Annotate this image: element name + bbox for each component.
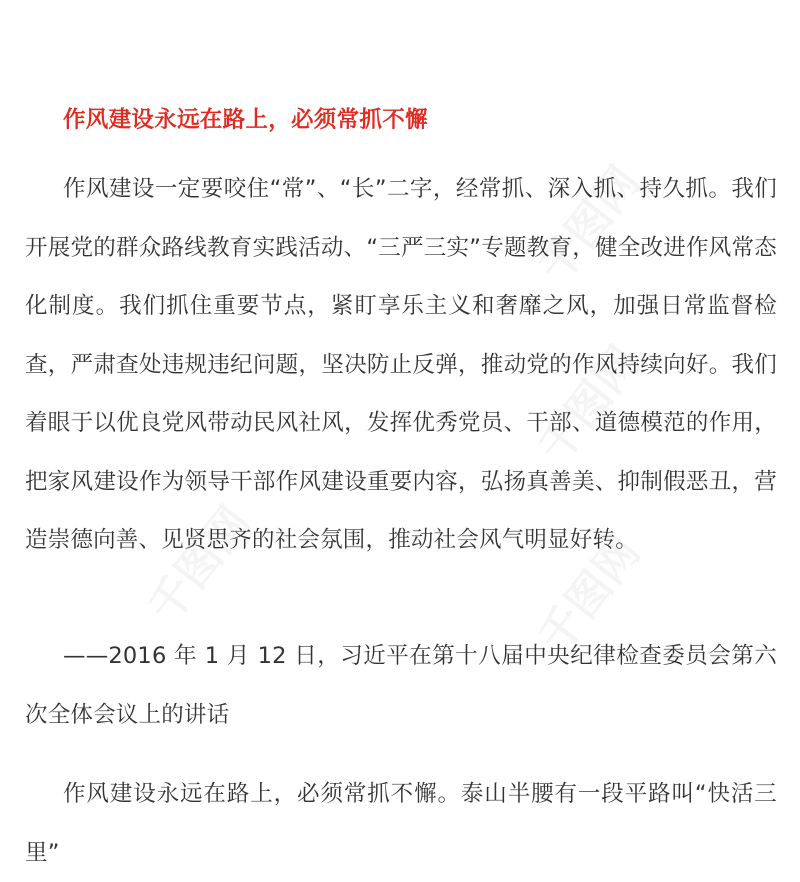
watermark-text: 千图网 (138, 497, 261, 633)
paragraph: 作风建设永远在路上，必须常抓不懈。泰山半腰有一段平路叫“快活三里” (25, 781, 777, 866)
watermark-text: 千图网 (528, 527, 651, 663)
watermark-text: 千图网 (528, 157, 651, 293)
quote-source: ——2016 年 1 月 12 日，习近平在第十八届中央纪律检查委员会第六次全体会议上的讲话 (25, 643, 777, 728)
paragraph: 作风建设一定要咬住“常”、“长”二字，经常抓、深入抓、持久抓。我们开展党的群众路线教育实践活动、“三严三实”专题教育，健全改进作风常态化制度。我们抓住重要节点，紧盯享乐主义和奢靡之风，加强日常监督检查，严肃查处违规违纪问题，坚决防止反弹，推动党的作风持续向好。我们着眼于以优良党风带动民风社风，发挥优秀党员、干部、道德模范的作用，把家风建设作为领导干部作风建设重要内容，弘扬真善美、抑制假恶丑，营造崇德向善、见贤思齐的社会氛围，推动社会风气明显好转。 (25, 176, 777, 553)
section-heading: 作风建设永远在路上，必须常抓不懈 (63, 107, 428, 133)
watermark-text: 千图网 (528, 337, 651, 473)
